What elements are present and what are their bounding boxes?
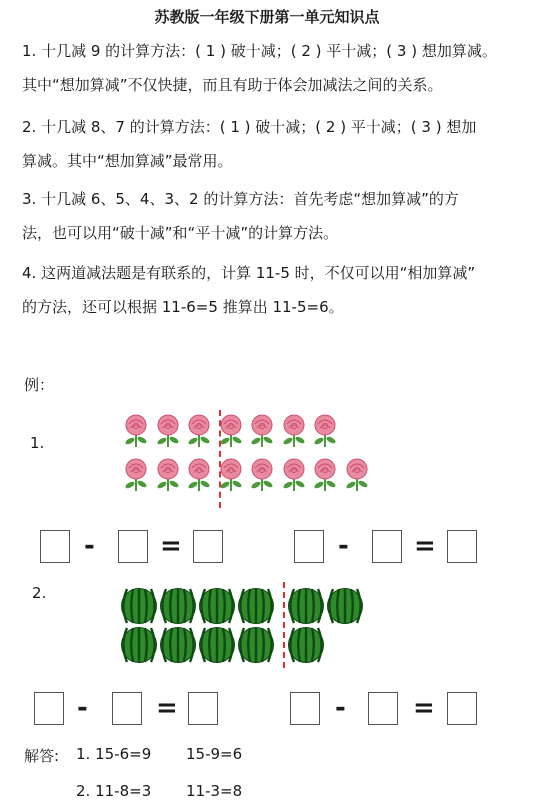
example-2-number: 2. [32,584,47,602]
point-3 [22,182,522,250]
watermelon-icon [198,626,236,664]
blank-box[interactable] [372,530,402,563]
blank-box[interactable] [34,692,64,725]
blank-box[interactable] [193,530,223,563]
watermelon-icon [159,626,197,664]
watermelon-icon [237,587,275,625]
equals-sign: = [156,693,178,723]
example-label: 例： [24,376,55,394]
rose-icon [311,458,339,492]
minus-sign: - [335,693,346,723]
answer-label: 解答: [24,747,60,765]
point-1-line-2: 其中“想加算减”不仅快捷，而且有助于体会加减法之间的关系。 [22,76,443,94]
rose-icon [154,458,182,492]
point-3-line-2: 法，也可以用“破十减”和“平十减”的计算方法。 [22,224,339,242]
blank-box[interactable] [40,530,70,563]
blank-box[interactable] [447,530,477,563]
point-2 [22,110,522,178]
blank-box[interactable] [188,692,218,725]
watermelon-icon [326,587,364,625]
point-1-line-1: 1. 十几减 9 的计算方法：( 1 ) 破十减；( 2 ) 平十减；( 3 ) 想加算减。 [22,42,497,60]
blank-box[interactable] [294,530,324,563]
point-4-line-2: 的方法，还可以根据 11-6=5 推算出 11-5=6。 [22,298,344,316]
rose-icon [311,414,339,448]
point-4 [22,256,522,324]
example-1-divider [219,410,221,508]
watermelon-icon [120,587,158,625]
answer-2b: 11-3=8 [186,782,243,800]
watermelon-icon [287,587,325,625]
page-title: 苏教版一年级下册第一单元知识点 [154,8,380,26]
watermelon-icon [159,587,197,625]
rose-icon [122,458,150,492]
equals-sign: = [413,693,435,723]
point-3-line-1: 3. 十几减 6、5、4、3、2 的计算方法：首先考虑“想加算减”的方 [22,190,459,208]
minus-sign: - [338,531,349,561]
blank-box[interactable] [447,692,477,725]
point-2-line-2: 算减。其中“想加算减”最常用。 [22,152,233,170]
rose-icon [248,458,276,492]
blank-box[interactable] [118,530,148,563]
answer-1b: 15-9=6 [186,745,243,763]
equals-sign: = [160,531,182,561]
answer-2a: 2. 11-8=3 [76,782,152,800]
blank-box[interactable] [112,692,142,725]
rose-icon [185,458,213,492]
equals-sign: = [414,531,436,561]
rose-icon [185,414,213,448]
rose-icon [248,414,276,448]
rose-icon [343,458,371,492]
rose-icon [280,414,308,448]
blank-box[interactable] [368,692,398,725]
watermelon-icon [198,587,236,625]
point-2-line-1: 2. 十几减 8、7 的计算方法：( 1 ) 破十减；( 2 ) 平十减；( 3 ) 想加 [22,118,477,136]
example-1-number: 1. [30,434,45,452]
watermelon-icon [287,626,325,664]
minus-sign: - [84,531,95,561]
rose-icon [280,458,308,492]
rose-icon [122,414,150,448]
minus-sign: - [77,693,88,723]
example-2-divider [283,582,285,668]
rose-icon [154,414,182,448]
answer-1a: 1. 15-6=9 [76,745,152,763]
watermelon-icon [120,626,158,664]
watermelon-icon [237,626,275,664]
blank-box[interactable] [290,692,320,725]
point-4-line-1: 4. 这两道减法题是有联系的，计算 11-5 时，不仅可以用“相加算减” [22,264,476,282]
point-1 [22,34,522,102]
